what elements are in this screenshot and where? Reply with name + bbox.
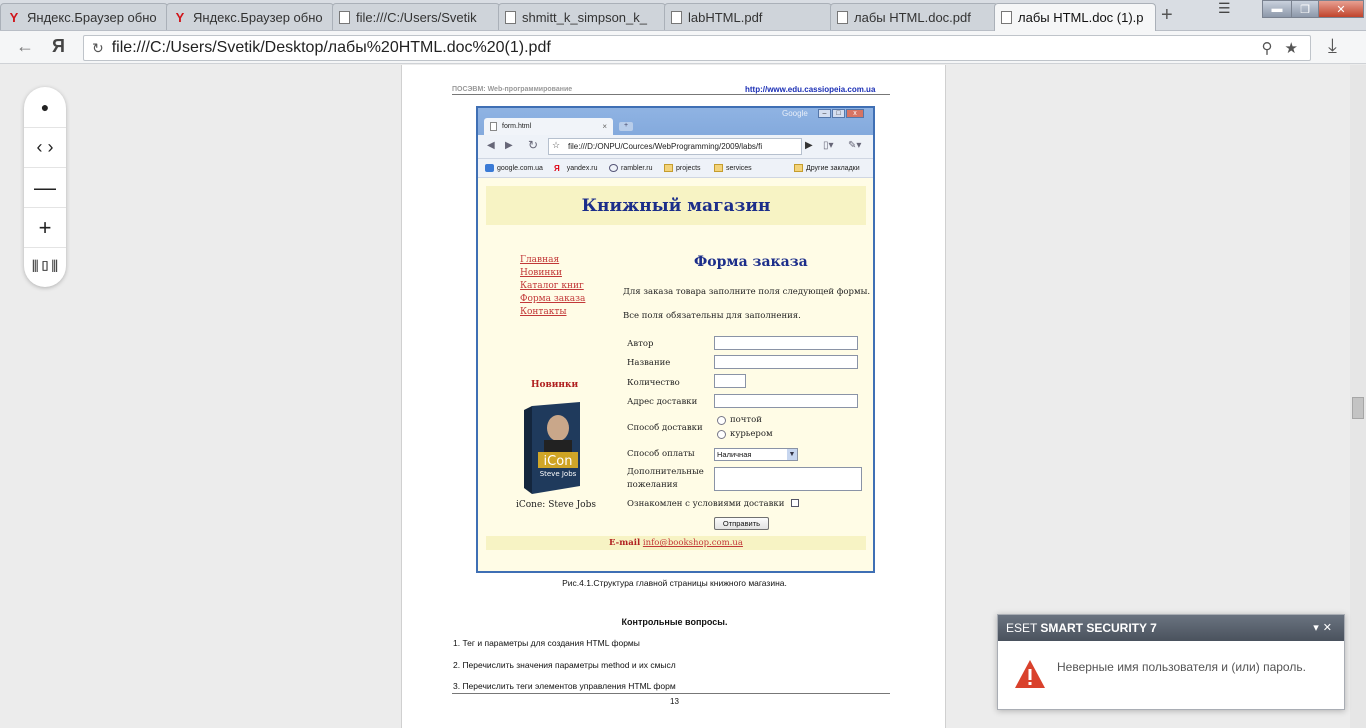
form-title: Форма заказа (694, 254, 808, 270)
payment-select (714, 448, 798, 461)
delivery-label: Способ доставки (627, 423, 703, 433)
figure-bookmark: Я yandex.ru (554, 164, 598, 173)
maximize-button[interactable]: ❐ (1291, 0, 1319, 18)
tab-label: Яндекс.Браузер обно (27, 9, 157, 25)
scrollbar-thumb[interactable] (1352, 397, 1364, 419)
eset-brand: ESET (1006, 621, 1038, 635)
page-nav-icon[interactable]: ‹ › (24, 127, 66, 167)
news-heading: Новинки (531, 380, 579, 390)
figure-screenshot (476, 106, 875, 573)
wishes-label: Дополнительные (627, 467, 704, 477)
book-cover-image (522, 402, 584, 494)
page-header-link[interactable]: http://www.edu.cassiopeia.com.ua (745, 85, 876, 94)
tab-laby-doc[interactable] (830, 3, 998, 30)
figure-caption: Рис.4.1.Структура главной страницы книжного магазина. (562, 578, 787, 588)
dot-icon[interactable]: ● (40, 99, 50, 115)
tab-label: лабы HTML.doc.pdf (854, 9, 971, 25)
site-title: Книжный магазин (486, 186, 866, 225)
figure-maximize-icon: □ (832, 109, 845, 118)
fit-page-icon[interactable]: ⫴▯⫴ (24, 247, 66, 287)
figure-tab-title: form.html (502, 123, 532, 130)
document-icon (339, 11, 350, 24)
figure-close-icon: x (846, 109, 864, 118)
figure-tab-close-icon: × (602, 122, 607, 131)
page-header-left: ПОСЭВМ: Web-программирование (452, 86, 573, 93)
form-required-note: Все поля обязательны для заполнения. (623, 311, 801, 321)
address-field (714, 394, 858, 408)
footer-email-link: info@bookshop.com.ua (642, 538, 743, 548)
site-nav-link: Форма заказа (520, 294, 586, 304)
form-intro: Для заказа товара заполните поля следующей формы. (623, 287, 871, 297)
new-tab-button[interactable]: + (1161, 4, 1173, 26)
question-item: 2. Перечислить значения параметры method и их смысл (453, 660, 676, 670)
pdf-page (401, 65, 946, 728)
delivery-radio-mail (717, 416, 726, 425)
zoom-in-button[interactable]: + (24, 207, 66, 247)
search-icon[interactable]: ⚲ (1261, 40, 1273, 57)
address-label: Адрес доставки (627, 397, 698, 407)
wishes-label-2: пожелания (627, 480, 678, 490)
folder-icon (794, 164, 803, 172)
yandex-logo-button[interactable]: Я (52, 36, 65, 56)
figure-bookmark: rambler.ru (609, 164, 653, 172)
tab-yandex-1[interactable] (0, 3, 168, 30)
book-cover-title: iCon (543, 454, 573, 469)
figure-document-icon (490, 122, 497, 131)
document-icon (837, 11, 848, 24)
tab-yandex-2[interactable] (166, 3, 334, 30)
tab-label: labHTML.pdf (688, 9, 763, 25)
site-nav-link: Главная (520, 255, 560, 265)
eset-header (998, 615, 1344, 641)
document-icon (671, 11, 682, 24)
yandex-icon: Я (554, 164, 560, 173)
figure-site (478, 178, 873, 571)
tab-file[interactable] (332, 3, 500, 30)
figure-new-tab-icon: + (619, 122, 633, 131)
agree-label: Ознакомлен с условиями доставки (627, 499, 785, 509)
quantity-field (714, 374, 746, 388)
address-bar[interactable] (83, 35, 1311, 61)
chevron-down-icon: ▼ (788, 451, 796, 458)
tab-label: лабы HTML.doc (1).p (1018, 10, 1144, 25)
payment-label: Способ оплаты (627, 449, 695, 459)
eset-notification (997, 614, 1345, 710)
yandex-icon: Y (9, 9, 19, 25)
tab-labhtml[interactable] (664, 3, 832, 30)
book-caption: iCone: Steve Jobs (516, 500, 596, 510)
reload-icon[interactable]: ↻ (92, 39, 104, 56)
book-cover-author: Steve Jobs (539, 470, 577, 478)
header-divider (452, 94, 890, 95)
zoom-panel (24, 87, 66, 287)
questions-title: Контрольные вопросы. (621, 617, 728, 627)
figure-url: file:///D:/ONPU/Cources/WebProgramming/2009/labs/fi (548, 138, 802, 155)
author-field (714, 336, 858, 350)
vertical-scrollbar[interactable] (1350, 65, 1366, 728)
submit-button: Отправить (714, 517, 769, 530)
collapse-icon[interactable]: ▾ (1313, 622, 1323, 634)
document-icon (505, 11, 516, 24)
figure-reload-icon: ↻ (528, 138, 539, 152)
title-field (714, 355, 858, 369)
figure-page-icon: ▯▾ (823, 140, 834, 151)
eset-product: SMART SECURITY 7 (1040, 621, 1157, 635)
payment-select-value: Наличная (717, 450, 752, 459)
figure-tab (484, 118, 613, 135)
figure-go-icon: ▶ (805, 140, 813, 151)
rambler-icon (609, 164, 618, 172)
warning-icon (1014, 659, 1046, 689)
site-footer (486, 536, 866, 550)
figure-bookmark: google.com.ua (485, 164, 543, 172)
footer-divider (452, 693, 890, 694)
site-nav (520, 254, 585, 319)
figure-minimize-icon: – (818, 109, 831, 118)
figure-bookmarks-bar (478, 159, 873, 178)
eset-controls (1313, 621, 1336, 634)
figure-window-brand: Google (782, 109, 808, 118)
site-nav-link: Контакты (520, 307, 567, 317)
figure-forward-icon: ▶ (505, 140, 513, 151)
minimize-button[interactable]: ▬ (1262, 0, 1292, 18)
figure-bookmark: Другие закладки (794, 164, 860, 172)
tab-label: file:///C:/Users/Svetik (356, 9, 477, 25)
delivery-option-mail: почтой (730, 415, 762, 425)
close-window-button[interactable]: ✕ (1318, 0, 1364, 18)
tab-shmitt[interactable] (498, 3, 666, 30)
author-label: Автор (627, 339, 654, 349)
folder-icon (664, 164, 673, 172)
question-item: 3. Перечислить теги элементов управления HTML форм (453, 681, 676, 691)
download-icon[interactable]: ⤓ (1328, 35, 1337, 57)
question-item: 1. Тег и параметры для создания HTML формы (453, 638, 640, 648)
document-icon (1001, 11, 1012, 24)
close-icon[interactable]: ✕ (1322, 622, 1336, 634)
figure-wrench-icon: ✎▾ (848, 140, 862, 151)
site-nav-link: Новинки (520, 268, 562, 278)
site-nav-link: Каталог книг (520, 281, 584, 291)
agree-checkbox (791, 499, 799, 507)
figure-back-icon: ◀ (487, 140, 495, 151)
menu-icon[interactable]: ☰ (1218, 0, 1231, 16)
url-field[interactable]: file:///C:/Users/Svetik/Desktop/лабы%20HTML.doc%20(1).pdf (111, 39, 551, 56)
figure-bookmark: projects (664, 164, 701, 172)
wishes-textarea (714, 467, 862, 491)
navigation-bar (0, 31, 1366, 64)
tab-strip (0, 0, 1366, 31)
tab-label: shmitt_k_simpson_k_ (522, 9, 647, 25)
star-icon[interactable]: ★ (1284, 40, 1298, 57)
title-label: Название (627, 358, 671, 368)
footer-email-label: E-mail (609, 538, 641, 548)
page-number: 13 (670, 697, 679, 706)
google-icon (485, 164, 494, 172)
tab-label: Яндекс.Браузер обно (193, 9, 323, 25)
figure-bookmark: services (714, 164, 752, 172)
quantity-label: Количество (627, 378, 680, 388)
eset-message: Неверные имя пользователя и (или) пароль. (1057, 660, 1306, 674)
zoom-out-button[interactable]: — (24, 167, 66, 207)
tab-laby-doc-1-active[interactable] (994, 3, 1156, 31)
delivery-radio-courier (717, 430, 726, 439)
figure-nav-bar (478, 135, 873, 159)
yandex-icon: Y (175, 9, 185, 25)
figure-star-icon: ☆ (552, 140, 561, 150)
back-arrow-icon[interactable]: ← (16, 36, 34, 56)
folder-icon (714, 164, 723, 172)
delivery-option-courier: курьером (730, 429, 773, 439)
